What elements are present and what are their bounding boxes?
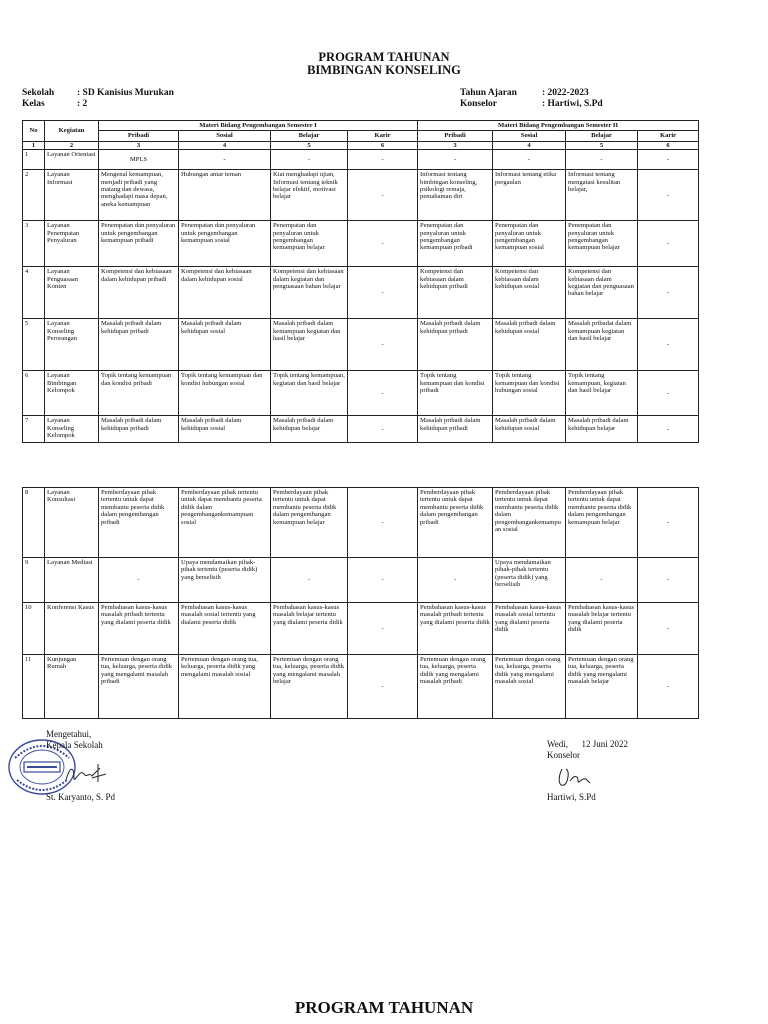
table-cell: Masalah pribadi dalam kehidupan sosial [179,416,271,443]
table-cell: - [566,558,638,603]
table-cell: - [348,655,418,719]
konselor-label: Konselor [460,99,497,109]
principal-name: St. Karyanto, S. Pd [46,792,116,802]
column-number: 5 [566,141,638,149]
table-cell: - [348,150,418,170]
table-cell: Masalah pribadi dalam kehidupan pribadi [418,319,493,371]
table-cell: Topik tentang kemampuan dan kondisi hubungan sosial [493,371,566,416]
table-cell: - [418,150,493,170]
row-kegiatan: Konferensi Kasus [45,603,99,655]
table-cell: Topik tentang kemampuan, kegiatan dan hasil belajar [566,371,638,416]
table-row [23,488,699,558]
table-row [23,558,699,603]
table-cell: Masalah pribadai dalam kemampuan kegiatan dan hasil belajar [566,319,638,371]
table-cell: - [638,603,699,655]
table-cell: Masalah pribadi dalam kehidupan pribadi [418,416,493,443]
table-cell: Pertemuan dengan orang tua, keluarga, peserta didik yang mengalami masalah belajar [566,655,638,719]
counselor-name: Hartiwi, S.Pd [547,792,596,802]
table-cell: - [638,150,699,170]
principal-signature-icon [62,760,108,788]
tahun-value: : 2022-2023 [542,88,589,98]
col-kegiatan-header: Kegiatan [45,121,99,142]
table-row [23,170,699,221]
year-info [460,88,603,110]
table-cell: Penempatan dan penyaluran untuk pengembangan kemampuan pribadi [418,221,493,267]
column-number: 6 [348,141,418,149]
row-kegiatan: Layanan Orientasi [45,150,99,170]
table-cell: - [638,170,699,221]
table-cell: Pembahasan kasus-kasus masalah sosial tertentu yang dialami peserta didik [179,603,271,655]
counselor-title: Konselor [547,749,580,760]
table-row [23,371,699,416]
place-date: Wedi, 12 Juni 2022 [547,739,629,749]
acknowledged-label: Mengetahui, [46,729,92,739]
sub-header: Belajar [271,131,348,141]
semester1-header: Materi Bidang Pengembangan Semester I [99,121,418,131]
table-cell: Masalah pribadi dalam kehidupan sosial [493,416,566,443]
table-cell: - [348,416,418,443]
row-kegiatan: Kunjungan Rumah [45,655,99,719]
sub-header: Sosial [179,131,271,141]
kelas-label: Kelas [22,99,45,109]
table-cell: Pertemuan dengan orang tua, keluarga, peserta didik yang mengalami masalah pribadi [418,655,493,719]
konselor-value: : Hartiwi, S.Pd [542,99,603,109]
row-number: 10 [23,603,45,655]
table-row [23,221,699,267]
table-cell: Pemberdayaan pihak tertentu untuk dapat membantu peserta didik dalam pengembangan pribadi [99,488,179,558]
table-cell: Informasi tentang etika pergaulan [493,170,566,221]
table-cell: - [638,371,699,416]
table-cell: Pertemuan dengan orang tua, keluarga, peserta didik yang mengalami masalah sosial [493,655,566,719]
table-cell: Pemberdayaan pihak tertentu untuk dapat membantu peserta didik dalam pengembangan kemampuan belajar [271,488,348,558]
table-cell: Pembahasan kasus-kasus masalah pribadi tertentu yang dialami peserta didik [418,603,493,655]
table-cell: Pembahasan kasus-kasus masalah belajar tertentu yang dialami peserta didik [271,603,348,655]
table-cell: MPLS [99,150,179,170]
sub-header: Sosial [493,131,566,141]
row-number: 6 [23,371,45,416]
table-cell: Pemberdayaan pihak tertentu untuk dapat membantu peserta didik dalam pengembangan pribadi [418,488,493,558]
table-cell: Pembahasan kasus-kasus masalah belajar tertentu yang dialami peserta didik [566,603,638,655]
table-cell: - [348,558,418,603]
table-cell: Penempatan dan penyaluran untuk pengembangan kemampuan belajar [271,221,348,267]
table-cell: - [348,267,418,319]
column-number-row [23,141,699,149]
table-cell: Kompetensi dan kebiasaan dalam kehidupan sosial [179,267,271,319]
counselor-signature-icon [552,765,592,791]
column-number: 1 [23,141,45,149]
table-cell: Kompetensi dan kebiasaan dalam kegiatan dan penguasaan bahan belajar [566,267,638,319]
table-cell: - [99,558,179,603]
table-row [23,267,699,319]
table-cell: Kompetensi dan kebiasaan dalam kehidupan pribadi [418,267,493,319]
table-cell: Kompetensi dan kebiasaan dalam kehidupan pribadi [99,267,179,319]
row-kegiatan: Layanan Bimbingan Kelompok [45,371,99,416]
principal-signature-block [46,729,103,750]
row-number: 1 [23,150,45,170]
sub-header: Pribadi [99,131,179,141]
table-cell: Mengenal kemampuan, menjadi pribadi yang matang dan dewasa, menghadapi masa depan, aneka kemampuan [99,170,179,221]
program-table-part2 [22,487,699,719]
table-cell: Masalah pribadi dalam kehidupan pribadi [99,319,179,371]
program-table-part1 [22,120,699,443]
table-cell: Pertemuan dengan orang tua, keluarga, peserta didik yang mengalami masalah pribadi [99,655,179,719]
table-cell: - [638,488,699,558]
row-number: 9 [23,558,45,603]
column-number: 4 [179,141,271,149]
table-row [23,603,699,655]
table-cell: Topik tentang kemampuan dan kondisi pribadi [418,371,493,416]
sub-header: Karir [348,131,418,141]
table-cell: Kompetensi dan kebiasaan dalam kegiatan dan penguasaan bahan belajar [271,267,348,319]
column-number: 3 [418,141,493,149]
row-kegiatan: Layanan Penguasaan Konten [45,267,99,319]
table-row [23,416,699,443]
table-cell: Masalah pribadi dalam kehidupan sosial [493,319,566,371]
row-kegiatan: Layanan Mediasi [45,558,99,603]
table-cell: Kompetensi dan kebiasaan dalam kehidupan sosial [493,267,566,319]
document-title: PROGRAM TAHUNAN [318,50,450,64]
table-cell: Penempatan dan penyaluran untuk pengembangan kemampuan sosial [493,221,566,267]
document-subtitle: BIMBINGAN KONSELING [307,63,461,77]
table-cell: - [566,150,638,170]
row-number: 3 [23,221,45,267]
table-cell: Penempatan dan penyaluran untuk pengembangan kemampuan pribadi [99,221,179,267]
table-cell: Masalah pribadi dalam kehidupan sosial [179,319,271,371]
row-number: 11 [23,655,45,719]
table-cell: Upaya mendamaikan pihak-pihak tertentu (peserta didik) yang berselisih [493,558,566,603]
table-cell: Masalah pribadi dalam kehidupan belajar [271,416,348,443]
table-cell: Masalah pribadi dalam kemampuan kegiatan dan hasil belajar [271,319,348,371]
table-cell: Pembahasan kasus-kasus masalah sosial tertentu yang dialami peserta didik [493,603,566,655]
column-number: 6 [638,141,699,149]
sub-header: Karir [638,131,699,141]
row-kegiatan: Layanan Konsultasi [45,488,99,558]
table-cell: - [638,416,699,443]
table-row [23,319,699,371]
table-cell: - [638,221,699,267]
table-cell: Penempatan dan penyaluran untuk pengembangan kemampuan belajar [566,221,638,267]
table-cell: - [348,319,418,371]
column-number: 4 [493,141,566,149]
kelas-value: : 2 [77,99,88,109]
table-cell: Topik tentang kemampuan, kegiatan dan hasil belajar [271,371,348,416]
table-row [23,150,699,170]
row-number: 5 [23,319,45,371]
table-cell: Informasi tentang mengatasi kesulitan belajar, [566,170,638,221]
counselor-signature-block [547,739,628,760]
table-cell: Informasi tentang bimbingan konseling, psikologi remaja, pemahaman diri [418,170,493,221]
table-cell: - [271,150,348,170]
table-cell: Pembahasan kasus-kasus masalah pribadi tertentu yang dialami peserta didik [99,603,179,655]
row-number: 8 [23,488,45,558]
column-number: 5 [271,141,348,149]
table-cell: Masalah pribadi dalam kehidupan belajar [566,416,638,443]
principal-title: Kepala Sekolah [46,739,103,750]
table-cell: Topik tentang kemampuan dan kondisi pribadi [99,371,179,416]
school-info [22,88,174,110]
sekolah-value: : SD Kanisius Murukan [77,88,174,98]
table-cell: Penempatan dan penyaluran untuk pengembangan kemampuan sosial [179,221,271,267]
row-kegiatan: Layanan Konseling Perorangan [45,319,99,371]
table-cell: Pertemuan dengan orang tua, keluarga, peserta didik yang mengalami masalah sosial [179,655,271,719]
table-cell: - [638,319,699,371]
tahun-label: Tahun Ajaran [460,88,517,98]
table-cell: Pemberdayaan pihak tertentu untuk dapat membantu peserta didik dalam pengembangankemampuan sosial [493,488,566,558]
table-cell: - [348,603,418,655]
table-cell: Pemberdayaan pihak tertentu untuk dapat membantu peserta didik dalam pengembangankemampuan sosial [179,488,271,558]
table-cell: Pemberdayaan pihak tertentu untuk dapat membantu peserta didik dalam pengembangan kemampuan belajar [566,488,638,558]
column-number: 3 [99,141,179,149]
table-row [23,655,699,719]
row-kegiatan: Layanan Penempatan Penyaluran [45,221,99,267]
table-cell: - [348,170,418,221]
semester2-header: Materi Bidang Pengembangan Semester II [418,121,699,131]
table-cell: - [348,221,418,267]
table-cell: - [493,150,566,170]
column-number: 2 [45,141,99,149]
table-cell: Hubungan antar teman [179,170,271,221]
sub-header: Belajar [566,131,638,141]
row-number: 7 [23,416,45,443]
table-cell: Kiat menghadapi ujian, Informasi tentang teknik belajar efektif, motivasi belajar [271,170,348,221]
sekolah-label: Sekolah [22,88,55,98]
table-cell: Upaya mendamaikan pihak-pihak tertentu (peserta didik) yang berselisih [179,558,271,603]
table-cell: - [638,558,699,603]
next-page-title: PROGRAM TAHUNAN [294,998,474,1017]
table-cell: Topik tentang kemampuan dan kondisi hubungan sosial [179,371,271,416]
row-number: 4 [23,267,45,319]
table-cell: Pertemuan dengan orang tua, keluarga, peserta didik yang mengalami masalah belajar [271,655,348,719]
col-no-header: No [23,121,45,142]
table-cell: - [179,150,271,170]
table-cell: - [638,267,699,319]
table-cell: - [271,558,348,603]
table-cell: - [348,371,418,416]
table-cell: Masalah pribadi dalam kehidupan pribadi [99,416,179,443]
sub-header: Pribadi [418,131,493,141]
table-cell: - [638,655,699,719]
row-kegiatan: Layanan Informasi [45,170,99,221]
table-cell: - [418,558,493,603]
row-number: 2 [23,170,45,221]
table-cell: - [348,488,418,558]
row-kegiatan: Layanan Konseling Kelompok [45,416,99,443]
